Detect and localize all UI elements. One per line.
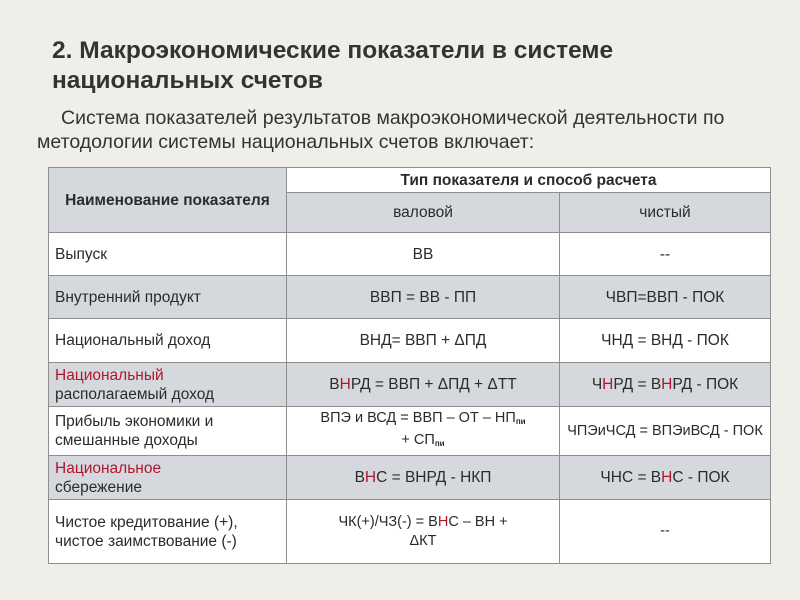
row-gross bbox=[287, 363, 560, 407]
indicators-table bbox=[48, 167, 771, 564]
formula-part: В bbox=[329, 376, 340, 393]
row-net bbox=[560, 456, 771, 500]
row-name: Выпуск bbox=[49, 233, 287, 276]
row-name-rest: сбережение bbox=[55, 478, 142, 496]
header-name-cell: Наименование показателя bbox=[49, 168, 287, 233]
row-name: Национальный доход bbox=[49, 319, 287, 363]
highlighted-letter: Н bbox=[661, 376, 673, 393]
row-net: -- bbox=[560, 233, 771, 276]
row-gross: ВНД= ВВП + ΔПД bbox=[287, 319, 560, 363]
header-type-cell: Тип показателя и способ расчета bbox=[287, 168, 771, 193]
table-row bbox=[49, 233, 771, 276]
row-net bbox=[560, 363, 771, 407]
row-gross bbox=[287, 407, 560, 456]
row-net: ЧПЭиЧСД = ВПЭиВСД - ПОК bbox=[560, 407, 771, 456]
formula-part: В bbox=[354, 469, 365, 486]
row-gross bbox=[287, 500, 560, 564]
highlighted-letter: Н bbox=[339, 376, 351, 393]
formula-part: ВПЭ и ВСД = ВВП – ОТ – НП bbox=[320, 410, 516, 426]
row-gross: ВВП = ВВ - ПП bbox=[287, 276, 560, 319]
subscript: пи bbox=[515, 417, 526, 426]
highlighted-letter: Н bbox=[661, 469, 673, 486]
highlighted-letter: Н bbox=[364, 469, 377, 486]
row-name: Чистое кредитование (+), чистое заимствование (-) bbox=[49, 500, 287, 564]
row-net: ЧВП=ВВП - ПОК bbox=[560, 276, 771, 319]
header-gross-cell: валовой bbox=[287, 193, 560, 233]
table-row bbox=[49, 276, 771, 319]
formula-part: РД = В bbox=[613, 376, 662, 393]
row-gross bbox=[287, 456, 560, 500]
intro-text: Система показателей результатов макроэкономической деятельности по методологии системы национальных счетов включает: bbox=[37, 107, 725, 153]
row-name bbox=[49, 456, 287, 500]
highlighted-letter: Н bbox=[437, 513, 449, 530]
row-name: Прибыль экономики и смешанные доходы bbox=[49, 407, 287, 456]
row-net: -- bbox=[560, 500, 771, 564]
slide-title: 2. Макроэкономические показатели в системе национальных счетов bbox=[52, 37, 614, 94]
highlighted-letter: Н bbox=[602, 376, 614, 393]
row-name: Внутренний продукт bbox=[49, 276, 287, 319]
table-row bbox=[49, 407, 771, 456]
formula-part: ЧК(+)/ЧЗ(-) = В bbox=[338, 513, 438, 530]
row-name bbox=[49, 363, 287, 407]
formula-part: С – ВН + bbox=[448, 513, 508, 530]
formula-part: ΔКТ bbox=[409, 532, 437, 549]
subscript: пи bbox=[434, 439, 445, 448]
formula-part: С = ВНРД - НКП bbox=[376, 469, 492, 486]
table-row bbox=[49, 500, 771, 564]
row-net: ЧНД = ВНД - ПОК bbox=[560, 319, 771, 363]
formula-part: С - ПОК bbox=[672, 469, 730, 486]
row-gross: ВВ bbox=[287, 233, 560, 276]
formula-part: РД - ПОК bbox=[672, 376, 739, 393]
formula-part: + СП bbox=[401, 432, 435, 448]
table-row bbox=[49, 456, 771, 500]
highlighted-word: Национальный bbox=[55, 366, 164, 384]
header-net-cell: чистый bbox=[560, 193, 771, 233]
formula-part: ЧНС = В bbox=[600, 469, 662, 486]
row-name-rest: располагаемый доход bbox=[55, 385, 215, 403]
table-row bbox=[49, 319, 771, 363]
table-row bbox=[49, 363, 771, 407]
formula-part: Ч bbox=[591, 376, 603, 393]
formula-part: РД = ВВП + ΔПД + ΔТТ bbox=[350, 376, 517, 393]
highlighted-word: Национальное bbox=[55, 459, 162, 477]
